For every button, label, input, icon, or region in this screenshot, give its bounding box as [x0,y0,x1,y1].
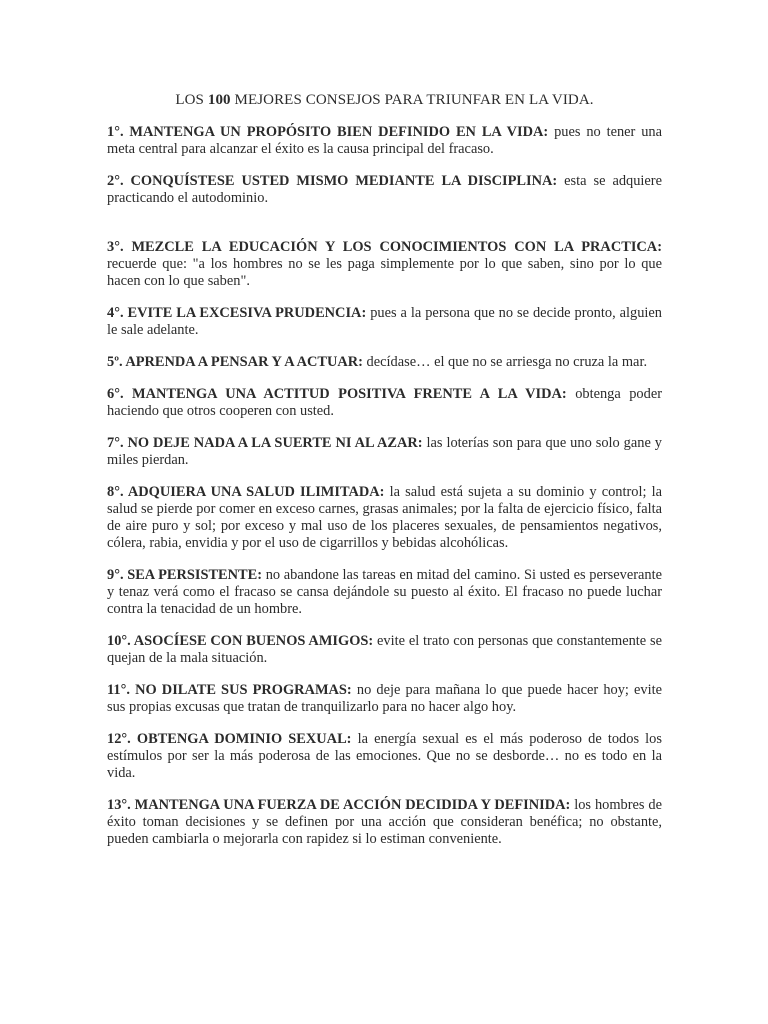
advice-text: recuerde que: "a los hombres no se les paga simplemente por lo que saben, sino por lo que hacen con lo que saben". [107,256,662,289]
advice-text: decídase… el que no se arriesga no cruza la mar. [362,354,648,370]
advice-heading: 7°. NO DEJE NADA A LA SUERTE NI AL AZAR: [107,435,423,451]
advice-text: evite el trato con personas que constantemente se quejan de la mala situación. [107,633,663,666]
advice-item-13 [107,797,662,848]
advice-item-8 [107,484,662,552]
advice-text: los hombres de éxito toman decisiones y se definen por una acción que consideran benéfica; no obstante, pueden cambiarla o mejorarla con rapidez si lo estiman conveniente. [107,797,662,847]
advice-heading: 10°. ASOCÍESE CON BUENOS AMIGOS: [107,633,374,649]
advice-item-7 [107,435,662,469]
advice-item-1 [107,124,662,158]
advice-heading: 2°. CONQUÍSTESE USTED MISMO MEDIANTE LA DISCIPLINA: [107,173,558,189]
advice-heading: 11°. NO DILATE SUS PROGRAMAS: [107,682,352,698]
advice-text: esta se adquiere practicando el autodominio. [107,173,662,206]
advice-heading: 9°. SEA PERSISTENTE: [107,567,263,583]
advice-heading: 8°. ADQUIERA UNA SALUD ILIMITADA: [107,484,385,500]
advice-item-2 [107,173,662,207]
advice-text: las loterías son para que uno solo gane y miles pierdan. [107,435,662,468]
advice-item-5 [107,354,662,371]
advice-text: pues no tener una meta central para alcanzar el éxito es la causa principal del fracaso. [107,124,662,157]
advice-heading: 13°. MANTENGA UNA FUERZA DE ACCIÓN DECIDIDA Y DEFINIDA: [107,797,571,813]
advice-item-4 [107,305,662,339]
advice-text: no deje para mañana lo que puede hacer hoy; evite sus propias excusas que tratan de tranquilizarlo para no hacer algo hoy. [107,682,663,715]
advice-text: la salud está sujeta a su dominio y control; la salud se pierde por comer en exceso carnes, grasas animales; por la falta de ejercicio físico, falta de aire puro y sol; por exceso y mal uso de los placeres sexuales, de pensamientos negativos, cólera, rabia, envidia y por el uso de cigarrillos y bebidas alcohólicas. [107,484,662,551]
advice-text: la energía sexual es el más poderoso de todos los estímulos por ser la más poderosa de las emociones. Que no se desborde… no es todo en la vida. [107,731,662,781]
advice-heading: 1°. MANTENGA UN PROPÓSITO BIEN DEFINIDO EN LA VIDA: [107,124,549,140]
advice-heading: 4°. EVITE LA EXCESIVA PRUDENCIA: [107,305,367,321]
advice-heading: 6°. MANTENGA UNA ACTITUD POSITIVA FRENTE A LA VIDA: [107,386,567,402]
title-suffix: MEJORES CONSEJOS PARA TRIUNFAR EN LA VIDA. [230,92,594,108]
advice-heading: 5º. APRENDA A PENSAR Y A ACTUAR: [107,354,363,370]
advice-heading: 12°. OBTENGA DOMINIO SEXUAL: [107,731,352,747]
title-number: 100 [207,92,231,108]
advice-item-3 [107,239,662,290]
advice-item-6 [107,386,662,420]
advice-heading: 3°. MEZCLE LA EDUCACIÓN Y LOS CONOCIMIENTOS CON LA PRACTICA: [107,239,662,255]
advice-text: no abandone las tareas en mitad del camino. Si usted es perseverante y tenaz verá como el fracaso se cansa dejándole su puesto al éxito. El fracaso no puede luchar contra la tenacidad de un hombre. [107,567,662,617]
advice-text: obtenga poder haciendo que otros cooperen con usted. [107,386,663,419]
advice-item-12 [107,731,662,782]
advice-item-11 [107,682,662,716]
advice-text: pues a la persona que no se decide pronto, alguien le sale adelante. [107,305,662,338]
advice-item-10 [107,633,662,667]
advice-item-9 [107,567,662,618]
document-title [107,92,662,109]
title-prefix: LOS [175,92,208,108]
